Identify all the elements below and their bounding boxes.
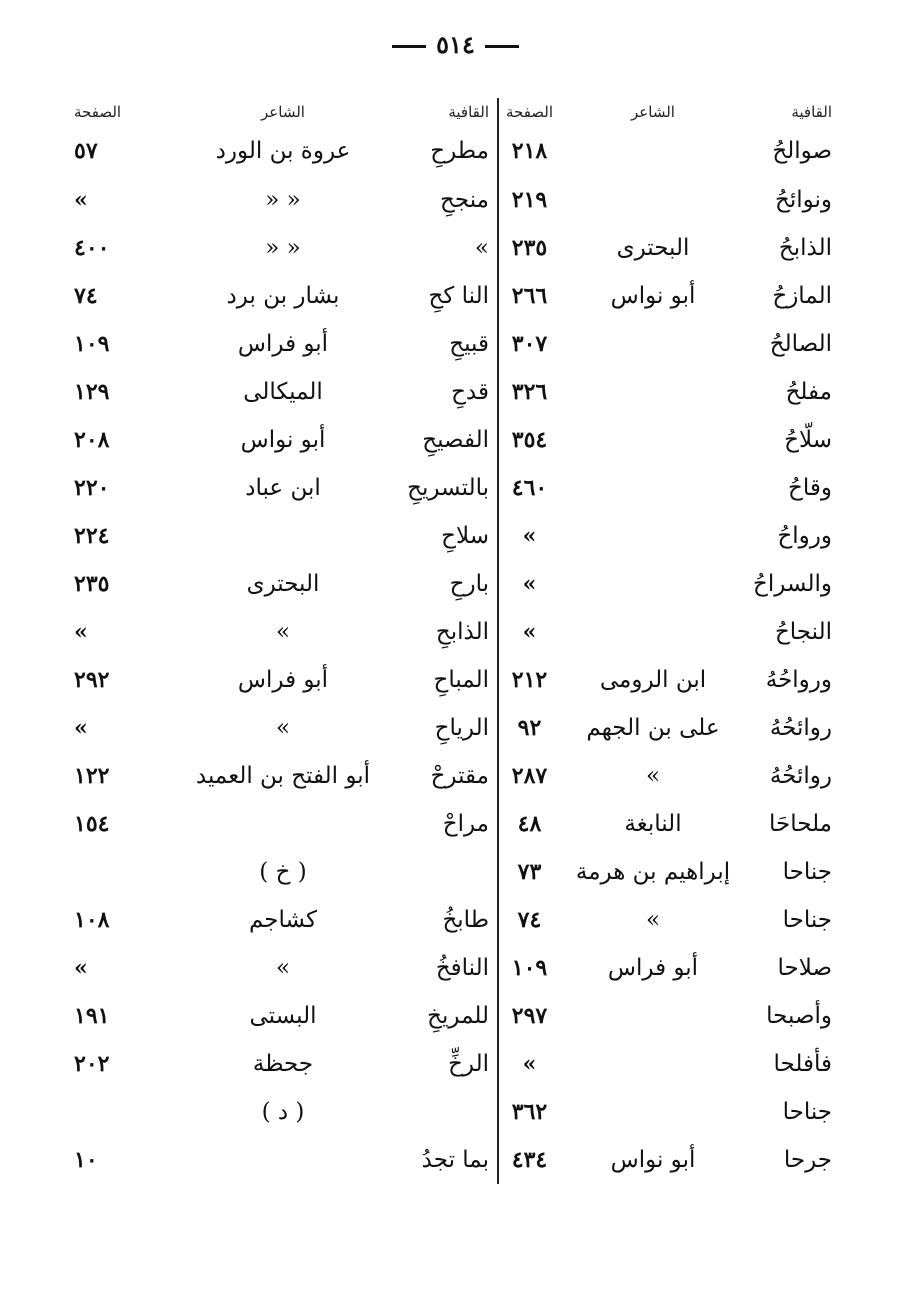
header-page-left: الصفحة (74, 103, 122, 121)
rhyme-left-cell: النا كحِ (396, 272, 498, 320)
poet-left-cell: » (275, 619, 291, 645)
rhyme-left-cell: قدحِ (396, 368, 498, 416)
page-number (0, 30, 911, 59)
rhyme-left-cell: الرخِّ (396, 1040, 498, 1088)
index-body (74, 126, 832, 1184)
table-row (74, 560, 832, 608)
poet-right-cell: النابغة (624, 811, 682, 837)
rhyme-left-cell: بالتسريحِ (396, 464, 498, 512)
rhyme-right-cell: جرحا (783, 1147, 832, 1173)
page-right-cell: ١٠٩ (511, 955, 548, 981)
page-right-cell: ٤٨ (517, 811, 542, 837)
page-right-cell: » (522, 523, 537, 549)
rhyme-left-cell: بارحِ (396, 560, 498, 608)
table-row (74, 992, 832, 1040)
rhyme-right-cell: ملحاحَا (768, 811, 832, 837)
page-right-cell: ٣٦٢ (511, 1099, 548, 1125)
page-right-cell: ٧٣ (517, 859, 542, 885)
page-left-cell: » (74, 955, 88, 981)
page-number-dash-left (392, 45, 426, 48)
rhyme-left-cell: الذابحِ (396, 608, 498, 656)
poet-left-cell: « « (265, 187, 301, 213)
poet-left-cell: » (275, 715, 291, 741)
page-right-cell: ٣٢٦ (511, 379, 548, 405)
page-left-cell: ١٢٩ (74, 379, 110, 405)
page-left-cell: ٢٢٠ (74, 475, 110, 501)
page-left-cell: ١٠٨ (74, 907, 110, 933)
poet-right-cell (560, 1040, 746, 1088)
table-row (74, 126, 832, 176)
table-row (74, 320, 832, 368)
rhyme-right-cell: جناحا (782, 859, 832, 885)
poet-right-cell (560, 416, 746, 464)
poet-right-cell (560, 512, 746, 560)
page-right-cell: ٢٣٥ (511, 235, 548, 261)
rhyme-left-cell: الرياحِ (396, 704, 498, 752)
page-right-cell: ٧٤ (517, 907, 542, 933)
rhyme-right-cell: وأصبحا (766, 1003, 832, 1029)
rhyme-right-cell: المازحُ (772, 283, 832, 309)
page-right-cell: ٢٨٧ (511, 763, 548, 789)
header-poet-right: الشاعر (631, 103, 675, 121)
page-left-cell: ٢٠٢ (74, 1051, 110, 1077)
rhyme-right-cell: والسراحُ (753, 571, 832, 597)
poet-left-cell: أبو الفتح بن العميد (195, 763, 371, 789)
header-rhyme-right: القافية (791, 103, 832, 121)
rhyme-left-cell: قبيحِ (396, 320, 498, 368)
page-number-dash-right (485, 45, 519, 48)
poet-right-cell (560, 320, 746, 368)
rhyme-left-cell: بما تجدُ (396, 1136, 498, 1184)
page-right-cell: ٤٣٤ (511, 1147, 548, 1173)
poet-right-cell (560, 464, 746, 512)
rhyme-left-cell: مقترحْ (396, 752, 498, 800)
page-left-cell: » (74, 187, 88, 213)
rhyme-right-cell: سلّاحُ (784, 427, 832, 453)
page-left-cell: ٥٧ (74, 138, 98, 164)
table-header-row (74, 98, 832, 126)
rhyme-left-cell (396, 1088, 498, 1136)
page-right-cell: » (522, 619, 537, 645)
poet-left-cell: » (275, 955, 291, 981)
poet-left-cell: ( د ) (261, 1099, 305, 1125)
poet-left-cell: أبو نواس (240, 427, 326, 453)
poet-right-cell (560, 176, 746, 224)
table-row (74, 704, 832, 752)
rhyme-left-cell: المباحِ (396, 656, 498, 704)
poet-right-cell (560, 992, 746, 1040)
rhyme-right-cell: الذابحُ (778, 235, 832, 261)
table-row (74, 1040, 832, 1088)
page-left-cell: ٢٢٤ (74, 523, 110, 549)
rhyme-right-cell: ونوائحُ (774, 187, 832, 213)
table-row (74, 608, 832, 656)
rhyme-right-cell: ورواحُ (777, 523, 832, 549)
page-left-cell (74, 1088, 170, 1136)
rhyme-right-cell: ورواحُهُ (765, 667, 832, 693)
poet-right-cell: إبراهيم بن هرمة (575, 859, 731, 885)
rhyme-left-cell: سلاحِ (396, 512, 498, 560)
poet-right-cell (560, 126, 746, 176)
poet-right-cell: البحترى (616, 235, 690, 261)
rhyme-right-cell: روائحُهُ (769, 715, 832, 741)
poet-right-cell: » (645, 763, 661, 789)
table-row (74, 512, 832, 560)
table-row (74, 848, 832, 896)
rhyme-left-cell: مطرحِ (396, 126, 498, 176)
table-row (74, 368, 832, 416)
table-row (74, 944, 832, 992)
rhyme-left-cell: الفصيحِ (396, 416, 498, 464)
poet-left-cell: البستى (249, 1003, 317, 1029)
rhyme-left-cell: مراحْ (396, 800, 498, 848)
table-row (74, 1088, 832, 1136)
poet-right-cell: أبو نواس (610, 1147, 696, 1173)
page-left-cell: ٤٠٠ (74, 235, 110, 261)
poet-left-cell (170, 800, 396, 848)
rhyme-right-cell: فأفلحا (773, 1051, 832, 1077)
page-right-cell: ٢٦٦ (511, 283, 548, 309)
poet-right-cell (560, 368, 746, 416)
rhyme-index-table (74, 98, 832, 1184)
page-left-cell: » (74, 619, 88, 645)
page-left-cell (74, 848, 170, 896)
page-left-cell: ١٠ (74, 1147, 98, 1173)
rhyme-left-cell: » (396, 224, 498, 272)
poet-left-cell: أبو فراس (237, 331, 329, 357)
page-right-cell: » (522, 571, 537, 597)
page-left-cell: » (74, 715, 88, 741)
poet-left-cell: « « (265, 235, 301, 261)
table-row (74, 176, 832, 224)
table-row (74, 464, 832, 512)
poet-left-cell: ( خ ) (259, 859, 307, 885)
poet-left-cell: الميكالى (243, 379, 323, 405)
table-row (74, 800, 832, 848)
poet-left-cell: عروة بن الورد (215, 138, 351, 164)
rhyme-left-cell: للمريخِ (396, 992, 498, 1040)
page-right-cell: » (522, 1051, 537, 1077)
page-right-cell: ٢١٢ (511, 667, 548, 693)
rhyme-right-cell: صوالحُ (772, 138, 832, 164)
poet-left-cell: بشار بن برد (226, 283, 340, 309)
poet-left-cell: ابن عباد (245, 475, 321, 501)
header-poet-left: الشاعر (261, 103, 305, 121)
page-right-cell: ٩٢ (517, 715, 542, 741)
table-row (74, 896, 832, 944)
poet-right-cell: أبو فراس (607, 955, 699, 981)
header-page-right: الصفحة (505, 103, 554, 121)
rhyme-right-cell: مفلحُ (785, 379, 832, 405)
page-right-cell: ٢١٩ (511, 187, 548, 213)
poet-right-cell (560, 1088, 746, 1136)
table-row (74, 224, 832, 272)
poet-left-cell: جحظة (252, 1051, 314, 1077)
table-row (74, 416, 832, 464)
poet-right-cell: أبو نواس (610, 283, 696, 309)
poet-left-cell: كشاجم (248, 907, 317, 933)
poet-right-cell: على بن الجهم (586, 715, 720, 741)
poet-right-cell (560, 608, 746, 656)
poet-right-cell: » (645, 907, 661, 933)
table-row (74, 752, 832, 800)
rhyme-right-cell: جناحا (782, 1099, 832, 1125)
rhyme-right-cell: النجاحُ (774, 619, 832, 645)
rhyme-left-cell: النافخُ (396, 944, 498, 992)
page-left-cell: ٧٤ (74, 283, 98, 309)
page-right-cell: ٢١٨ (511, 138, 548, 164)
page-left-cell: ٢٠٨ (74, 427, 110, 453)
table-row (74, 272, 832, 320)
page-left-cell: ١٢٢ (74, 763, 110, 789)
page-right-cell: ٣٥٤ (511, 427, 548, 453)
rhyme-right-cell: الصالحُ (769, 331, 832, 357)
table-row (74, 1136, 832, 1184)
rhyme-left-cell: منجحِ (396, 176, 498, 224)
poet-right-cell: ابن الرومى (599, 667, 707, 693)
header-rhyme-left: القافية (396, 98, 498, 126)
rhyme-left-cell: طابخُ (396, 896, 498, 944)
poet-left-cell: أبو فراس (237, 667, 329, 693)
page-right-cell: ٣٠٧ (511, 331, 548, 357)
rhyme-right-cell: صلاحا (777, 955, 832, 981)
rhyme-right-cell: جناحا (782, 907, 832, 933)
page-left-cell: ١٥٤ (74, 811, 110, 837)
poet-left-cell (170, 1136, 396, 1184)
rhyme-right-cell: روائحُهُ (769, 763, 832, 789)
page-right-cell: ٤٦٠ (511, 475, 548, 501)
poet-right-cell (560, 560, 746, 608)
poet-left-cell (170, 512, 396, 560)
page-number-text: ٥١٤ (436, 30, 475, 59)
rhyme-right-cell: وقاحُ (788, 475, 832, 501)
table-row (74, 656, 832, 704)
page-left-cell: ١٩١ (74, 1003, 110, 1029)
page-left-cell: ٢٣٥ (74, 571, 110, 597)
page-left-cell: ١٠٩ (74, 331, 110, 357)
page-right-cell: ٢٩٧ (511, 1003, 548, 1029)
page-left-cell: ٢٩٢ (74, 667, 110, 693)
rhyme-left-cell (396, 848, 498, 896)
poet-left-cell: البحترى (246, 571, 320, 597)
